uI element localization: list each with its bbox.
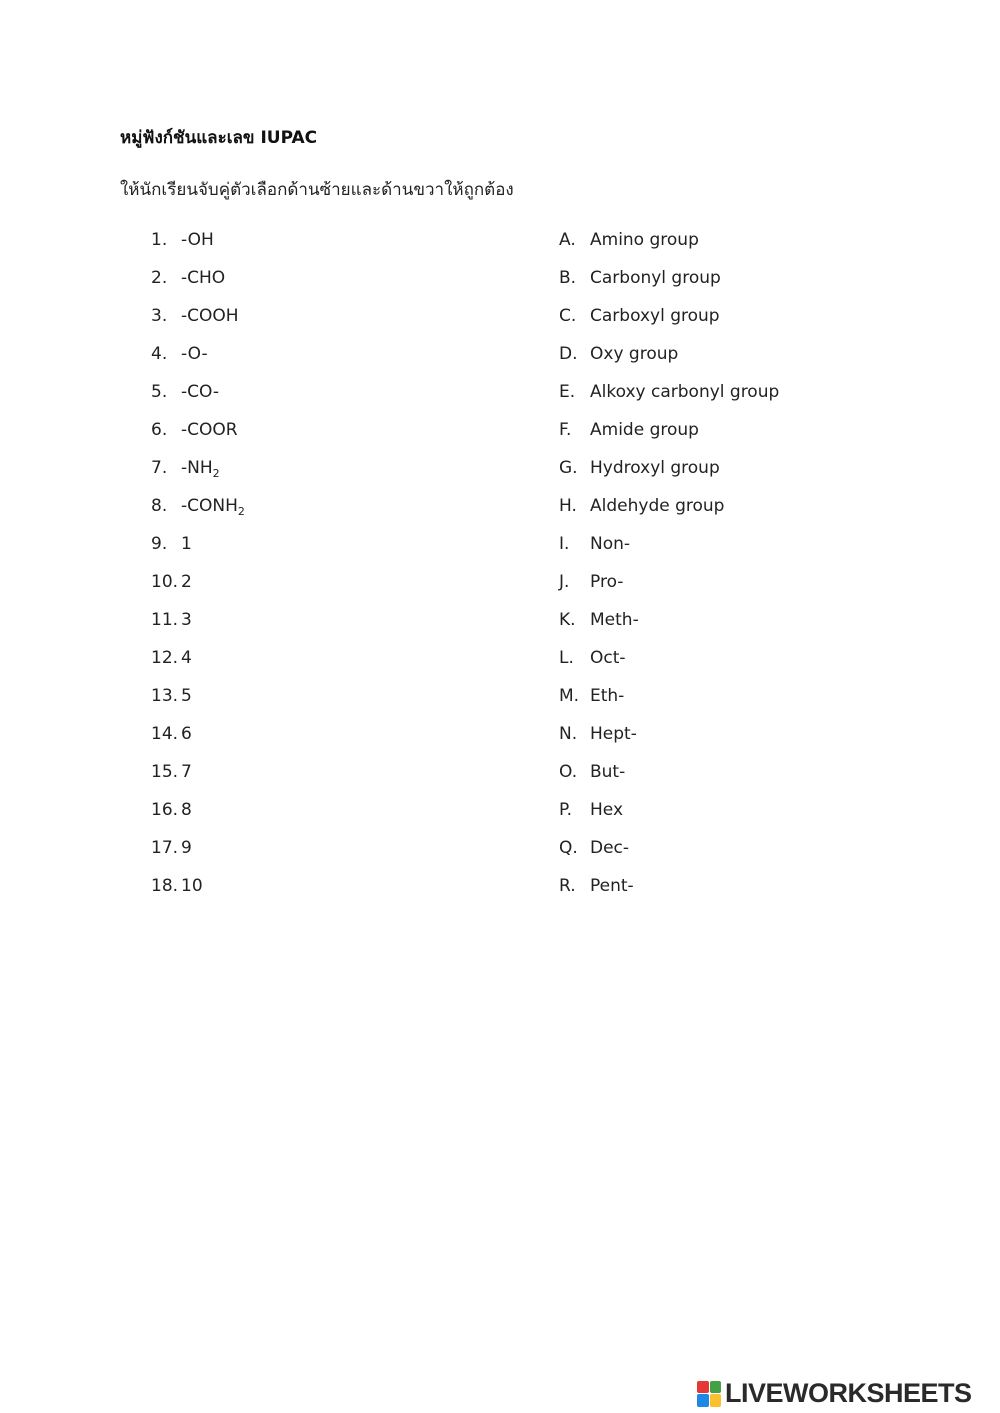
right-item-letter: G.: [559, 458, 578, 478]
left-item-formula: [181, 684, 192, 708]
right-item-letter: F.: [559, 420, 572, 440]
left-item-number: 15.: [151, 762, 179, 782]
left-item: [151, 228, 245, 266]
right-item-name: Hept-: [590, 724, 637, 744]
left-item-formula-text: 6: [181, 724, 192, 744]
liveworksheets-logo[interactable]: [697, 1378, 972, 1409]
left-item-formula: [181, 532, 192, 556]
left-item-number: 9.: [151, 534, 168, 554]
left-item: [151, 532, 245, 570]
left-item-formula-text: -OH: [181, 230, 214, 250]
right-item-letter: L.: [559, 648, 574, 668]
logo-mark-icon: [697, 1381, 721, 1407]
right-item: [559, 798, 779, 836]
left-item-formula: [181, 874, 203, 898]
right-item-name: Eth-: [590, 686, 625, 706]
left-item-formula: [181, 380, 219, 404]
left-item: [151, 684, 245, 722]
right-item: [559, 342, 779, 380]
left-item: [151, 722, 245, 760]
right-item-letter: Q.: [559, 838, 578, 858]
left-item-formula-text: -CO-: [181, 382, 219, 402]
right-item-name: Meth-: [590, 610, 639, 630]
left-item-number: 12.: [151, 648, 179, 668]
left-item-number: 10.: [151, 572, 179, 592]
right-item-name: Hydroxyl group: [590, 458, 720, 478]
left-item-number: 8.: [151, 496, 168, 516]
left-item-formula-text: -O-: [181, 344, 208, 364]
left-item-formula: [181, 266, 225, 290]
left-item-number: 3.: [151, 306, 168, 326]
left-item: [151, 380, 245, 418]
left-item: [151, 646, 245, 684]
right-item-letter: J.: [559, 572, 570, 592]
right-item-letter: R.: [559, 876, 576, 896]
left-item-formula-text: 1: [181, 534, 192, 554]
left-item-number: 13.: [151, 686, 179, 706]
left-item-formula-text: 7: [181, 762, 192, 782]
left-item-formula: [181, 418, 238, 442]
left-item-formula: [181, 798, 192, 822]
left-item-number: 5.: [151, 382, 168, 402]
right-item-letter: N.: [559, 724, 578, 744]
left-item-formula-text: 2: [181, 572, 192, 592]
left-item: [151, 266, 245, 304]
right-item-letter: C.: [559, 306, 577, 326]
right-item-letter: K.: [559, 610, 576, 630]
right-item-name: Carbonyl group: [590, 268, 721, 288]
worksheet-title: หมู่ฟังก์ชันและเลข IUPAC: [120, 128, 318, 148]
logo-square: [710, 1381, 722, 1394]
right-item-name: Pent-: [590, 876, 634, 896]
right-item: [559, 646, 779, 684]
left-item-number: 17.: [151, 838, 179, 858]
left-column: [151, 228, 245, 912]
left-item: [151, 456, 245, 494]
right-item: [559, 380, 779, 418]
right-item-name: Oct-: [590, 648, 626, 668]
left-item-subscript: 2: [212, 467, 220, 480]
left-item-formula-text: -NH: [181, 458, 213, 478]
logo-text: LIVEWORKSHEETS: [725, 1378, 972, 1408]
left-item-formula: [181, 646, 192, 670]
right-item: [559, 760, 779, 798]
right-item: [559, 722, 779, 760]
left-item-formula: [181, 228, 214, 252]
right-item: [559, 266, 779, 304]
right-item: [559, 874, 779, 912]
left-item-formula-text: 5: [181, 686, 192, 706]
right-item: [559, 304, 779, 342]
left-item-formula: [181, 760, 192, 784]
left-item: [151, 836, 245, 874]
left-item-formula-text: -COOR: [181, 420, 238, 440]
right-item-letter: D.: [559, 344, 578, 364]
right-item-letter: A.: [559, 230, 576, 250]
right-item-letter: B.: [559, 268, 577, 288]
left-item: [151, 874, 245, 912]
right-item-name: Aldehyde group: [590, 496, 725, 516]
right-item: [559, 228, 779, 266]
logo-square: [710, 1394, 722, 1407]
right-item-name: Pro-: [590, 572, 624, 592]
left-item-formula: [181, 570, 192, 594]
right-item-letter: M.: [559, 686, 580, 706]
right-item: [559, 684, 779, 722]
left-item-number: 6.: [151, 420, 168, 440]
left-item-formula: [181, 304, 239, 328]
left-item-number: 11.: [151, 610, 179, 630]
right-item: [559, 836, 779, 874]
left-item-formula-text: 9: [181, 838, 192, 858]
left-item-number: 14.: [151, 724, 179, 744]
left-item-formula-text: 4: [181, 648, 192, 668]
left-item: [151, 304, 245, 342]
right-item: [559, 456, 779, 494]
right-item-name: Carboxyl group: [590, 306, 720, 326]
left-item-number: 4.: [151, 344, 168, 364]
right-column: [559, 228, 779, 912]
left-item-number: 18.: [151, 876, 179, 896]
right-item-name: Hex: [590, 800, 624, 820]
left-item-formula-text: -COOH: [181, 306, 239, 326]
left-item-formula-text: 8: [181, 800, 192, 820]
worksheet-instruction: ให้นักเรียนจับคู่ตัวเลือกด้านซ้ายและด้านขวาให้ถูกต้อง: [120, 180, 514, 200]
right-item-name: Oxy group: [590, 344, 679, 364]
left-item: [151, 798, 245, 836]
right-item-name: Amide group: [590, 420, 699, 440]
left-item-formula: [181, 722, 192, 746]
right-item-letter: P.: [559, 800, 573, 820]
left-item: [151, 342, 245, 380]
right-item-letter: I.: [559, 534, 570, 554]
logo-square: [697, 1394, 709, 1407]
left-item: [151, 570, 245, 608]
left-item-formula: [181, 836, 192, 860]
right-item: [559, 418, 779, 456]
right-item-name: But-: [590, 762, 626, 782]
left-item: [151, 608, 245, 646]
left-item-number: 2.: [151, 268, 168, 288]
left-item: [151, 494, 245, 532]
left-item-number: 1.: [151, 230, 168, 250]
right-item-letter: H.: [559, 496, 577, 516]
right-item: [559, 608, 779, 646]
right-item-name: Alkoxy carbonyl group: [590, 382, 780, 402]
left-item-formula-text: 10: [181, 876, 203, 896]
right-item-letter: O.: [559, 762, 578, 782]
left-item-formula-text: -CHO: [181, 268, 226, 288]
left-item: [151, 418, 245, 456]
right-item: [559, 494, 779, 532]
right-item-letter: E.: [559, 382, 576, 402]
left-item-formula: [181, 456, 220, 486]
left-item-formula: [181, 608, 192, 632]
right-item-name: Non-: [590, 534, 631, 554]
left-item-formula: [181, 494, 245, 524]
left-item-number: 7.: [151, 458, 168, 478]
left-item-number: 16.: [151, 800, 179, 820]
right-item-name: Amino group: [590, 230, 699, 250]
left-item-formula-text: -CONH: [181, 496, 238, 516]
left-item-subscript: 2: [237, 505, 245, 518]
logo-square: [697, 1381, 709, 1394]
left-item-formula-text: 3: [181, 610, 192, 630]
right-item: [559, 532, 779, 570]
right-item-name: Dec-: [590, 838, 630, 858]
right-item: [559, 570, 779, 608]
left-item: [151, 760, 245, 798]
left-item-formula: [181, 342, 208, 366]
